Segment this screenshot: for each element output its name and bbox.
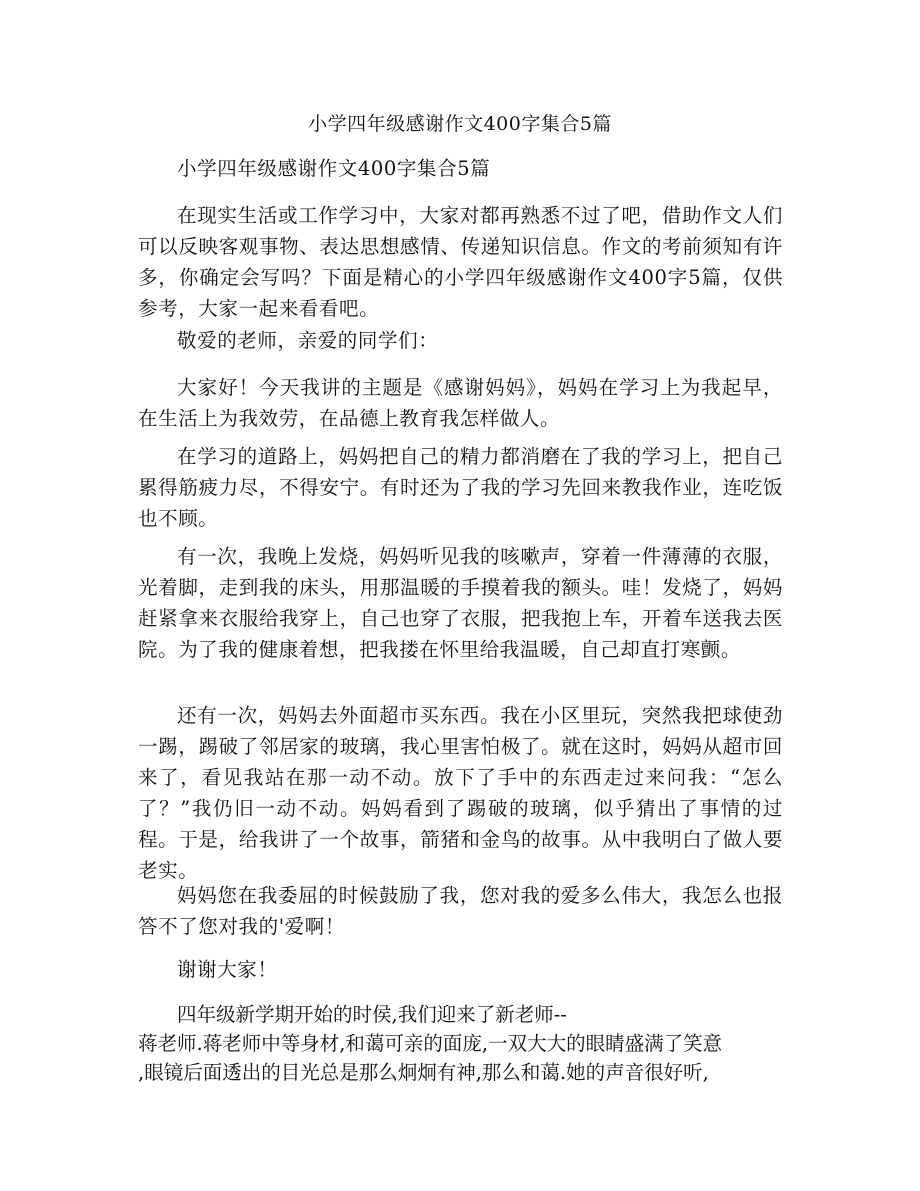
document-title: 小学四年级感谢作文400字集合5篇 (308, 113, 612, 135)
paragraph-greeting: 大家好！今天我讲的主题是《感谢妈妈》，妈妈在学习上为我起早，在生活上为我效劳，在品德上教育我怎样做人。 (138, 376, 783, 430)
paragraph-fever: 有一次，我晚上发烧，妈妈听见我的咳嗽声，穿着一件薄薄的衣服，光着脚，走到我的床头，用那温暖的手摸着我的额头。哇！发烧了，妈妈赶紧拿来衣服给我穿上，自己也穿了衣服，把我抱上车，开着车送我去医院。为了我的健康着想，把我搂在怀里给我温暖，自己却直打寒颤。 (138, 545, 783, 661)
paragraph-intro: 在现实生活或工作学习中，大家对都再熟悉不过了吧，借助作文人们可以反映客观事物、表达思想感情、传递知识信息。作文的考前须知有许多，你确定会写吗？下面是精心的小学四年级感谢作文400字5篇，仅供参考，大家一起来看看吧。 (138, 204, 783, 320)
paragraph-thanks: 谢谢大家！ (177, 958, 278, 981)
paragraph-salutation: 敬爱的老师，亲爱的同学们： (177, 329, 439, 352)
paragraph-new-teacher (138, 1000, 783, 1087)
paragraph-study: 在学习的道路上，妈妈把自己的精力都消磨在了我的学习上，把自己累得筋疲力尽，不得安宁。有时还为了我的学习先回来教我作业，连吃饭也不顾。 (138, 445, 783, 530)
paragraph-glass: 还有一次，妈妈去外面超市买东西。我在小区里玩，突然我把球使劲一踢，踢破了邻居家的玻璃，我心里害怕极了。就在这时，妈妈从超市回来了，看见我站在那一动不动。放下了手中的东西走过来问我：“怎么了？”我仍旧一动不动。妈妈看到了踢破的玻璃，似乎猜出了事情的过程。于是，给我讲了一个故事，箭猪和金鸟的故事。从中我明白了做人要老实。 (138, 704, 783, 882)
paragraph-line: ,眼镜后面透出的目光总是那么炯炯有神,那么和蔼.她的声音很好听, (138, 1061, 709, 1084)
document-subtitle: 小学四年级感谢作文400字集合5篇 (177, 157, 491, 180)
paragraph-gratitude: 妈妈您在我委屈的时候鼓励了我，您对我的爱多么伟大，我怎么也报答不了您对我的'爱啊！ (138, 884, 783, 938)
paragraph-line: 四年级新学期开始的时侯,我们迎来了新老师-- (177, 1003, 567, 1026)
paragraph-line: 蒋老师.蒋老师中等身材,和蔼可亲的面庞,一双大大的眼睛盛满了笑意 (138, 1032, 723, 1055)
